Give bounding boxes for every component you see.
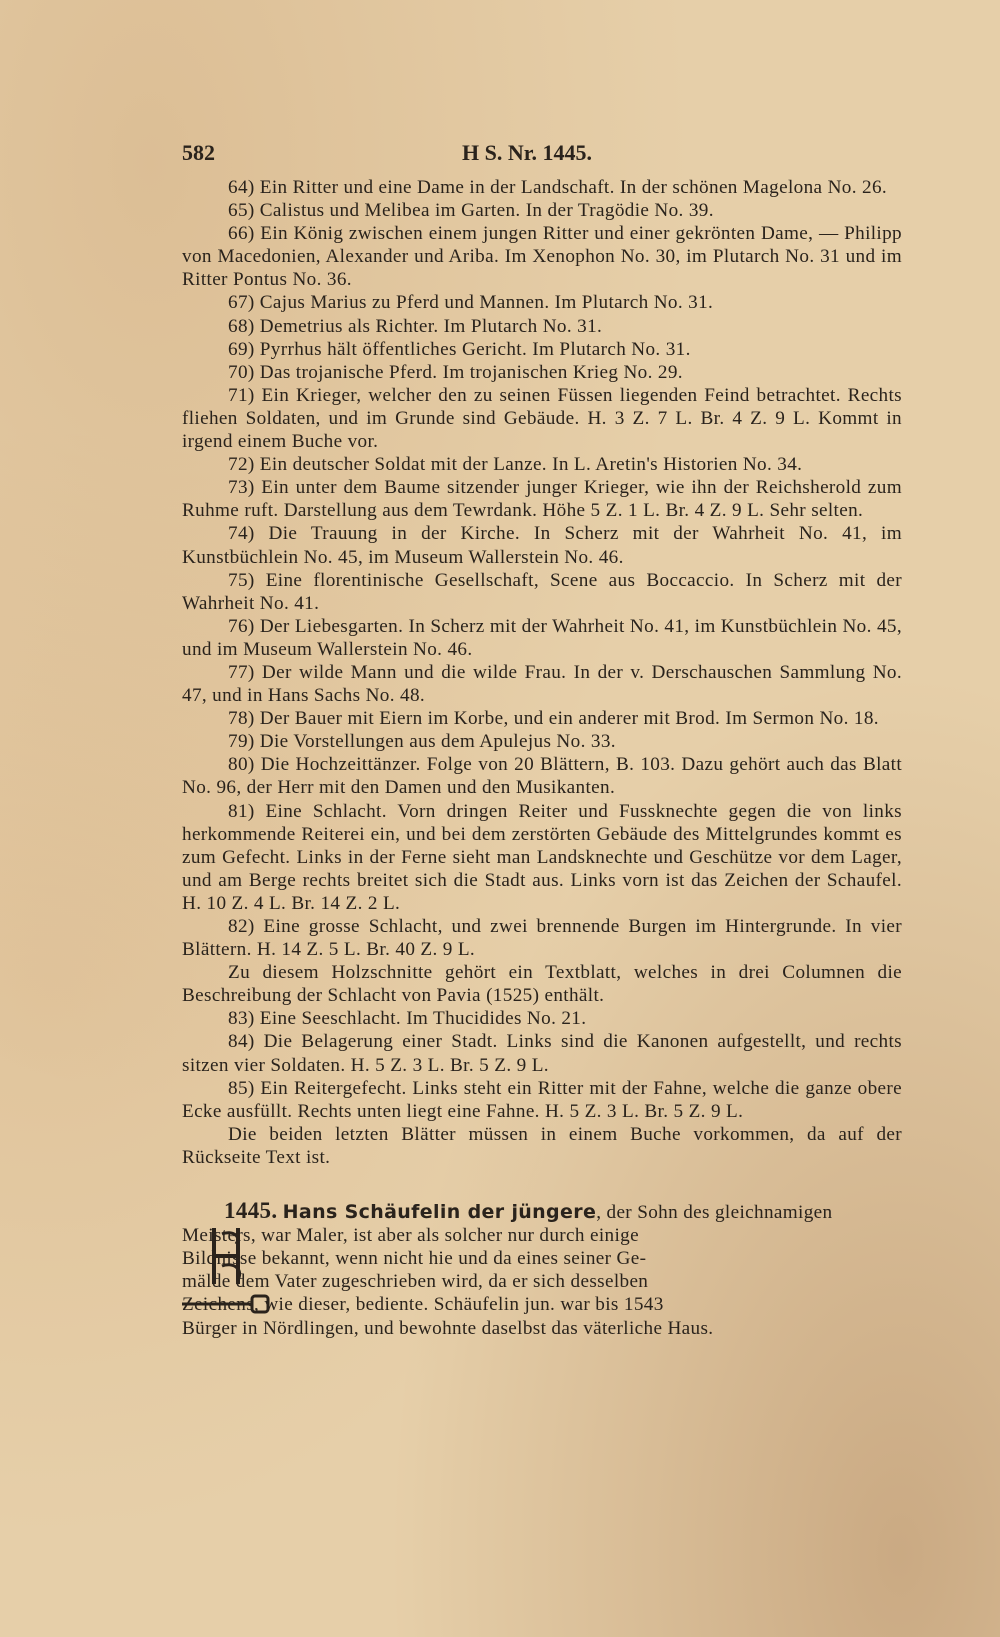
section-line-4: mälde dem Vater zugeschrieben wird, da er sich desselben (182, 1271, 649, 1293)
entry-76: 76) Der Liebesgarten. In Scherz mit der Wahrheit No. 41, im Kunstbüchlein No. 45, und im Museum Wallerstein No. 46. (182, 615, 902, 660)
section-line-5: Zeichens, wie dieser, bediente. Schäufelin jun. war bis 1543 (182, 1294, 664, 1316)
entry-82-note: Zu diesem Holzschnitte gehört ein Textblatt, welches in drei Columnen die Beschreibung der Schlacht von Pavia (1525) enthält. (182, 962, 902, 1007)
entry-80: 80) Die Hochzeittänzer. Folge von 20 Blättern, B. 103. Dazu gehört auch das Blatt No. 96, der Herr mit den Damen und den Musikanten. (182, 754, 902, 799)
entry-74: 74) Die Trauung in der Kirche. In Scherz mit der Wahrheit No. 41, im Kunstbüchlein No. 45, im Museum Wallerstein No. 46. (182, 523, 902, 568)
section-last-line: Bürger in Nördlingen, und bewohnte daselbst das väterliche Haus. (182, 1317, 714, 1339)
entry-83: 83) Eine Seeschlacht. Im Thucidides No. 21. (228, 1008, 587, 1030)
section-line-3: Bildnisse bekannt, wenn nicht hie und da eines seiner Ge- (182, 1248, 647, 1270)
entry-73: 73) Ein unter dem Baume sitzender junger Krieger, wie ihn der Reichsherold zum Ruhme ruft. Darstellung aus dem Tewrdank. Höhe 5 Z. 1 L. Br. 4 Z. 9 L. Sehr selten. (182, 477, 902, 522)
entry-81: 81) Eine Schlacht. Vorn dringen Reiter und Fussknechte gegen die von links herkommende Reiterei ein, und bei dem zerstörten Gebäude des Mittelgrundes kommt es zum Gefecht. Links in der Ferne sieht man Landsknechte und Geschütze vor dem Lager, und am Berge rechts breitet sich die Stadt aus. Links vorn ist das Zeichen der Schaufel. H. 10 Z. 4 L. Br. 14 Z. 2 L. (182, 800, 902, 914)
entries-closing-note: Die beiden letzten Blätter müssen in einem Buche vorkommen, da auf der Rückseite Text ist. (182, 1123, 902, 1168)
artist-name: Hans Schäufelin der jüngere (282, 1201, 597, 1224)
entry-64: 64) Ein Ritter und eine Dame in der Landschaft. In der schönen Magelona No. 26. (228, 177, 888, 198)
entry-84: 84) Die Belagerung einer Stadt. Links sind die Kanonen aufgestellt, und rechts sitzen vier Soldaten. H. 5 Z. 3 L. Br. 5 Z. 9 L. (182, 1031, 902, 1076)
entry-69: 69) Pyrrhus hält öffentliches Gericht. Im Plutarch No. 31. (228, 338, 691, 360)
entry-67: 67) Cajus Marius zu Pferd und Mannen. Im Plutarch No. 31. (228, 292, 714, 314)
heading-rest: , der Sohn des gleichnamigen (596, 1202, 833, 1224)
section-number: 1445. (224, 1198, 278, 1224)
section-heading-line (182, 1199, 902, 1224)
section-line-2: Meisters, war Maler, ist aber als solcher nur durch einige (182, 1225, 639, 1247)
entry-66: 66) Ein König zwischen einem jungen Ritter und einer gekrönten Dame, — Philipp von Macedonien, Alexander und Ariba. Im Xenophon No. 30, im Plutarch No. 31 und im Ritter Pontus No. 36. (182, 223, 902, 291)
catalog-entries (182, 176, 902, 1169)
entry-79: 79) Die Vorstellungen aus dem Apulejus No. 33. (228, 731, 616, 753)
page (182, 140, 902, 1340)
entry-71: 71) Ein Krieger, welcher den zu seinen Füssen liegenden Feind betrachtet. Rechts fliehen Soldaten, und im Grunde sind Gebäude. H. 3 Z. 7 L. Br. 4 Z. 9 L. Kommt in irgend einem Buche vor. (182, 384, 902, 453)
entry-75: 75) Eine florentinische Gesellschaft, Scene aus Boccaccio. In Scherz mit der Wahrheit No. 41. (182, 569, 902, 614)
entry-78: 78) Der Bauer mit Eiern im Korbe, und ein anderer mit Brod. Im Sermon No. 18. (228, 708, 879, 730)
entry-65: 65) Calistus und Melibea im Garten. In der Tragödie No. 39. (228, 200, 714, 222)
monogram-icon (208, 1222, 248, 1290)
entry-85: 85) Ein Reitergefecht. Links steht ein Ritter mit der Fahne, welche die ganze obere Ecke ausfüllt. Rechts unten liegt eine Fahne. H. 5 Z. 3 L. Br. 5 Z. 9 L. (182, 1077, 902, 1122)
entry-68: 68) Demetrius als Richter. Im Plutarch No. 31. (228, 315, 603, 337)
section-1445 (182, 1199, 902, 1340)
monogram-block (182, 1224, 902, 1316)
page-number: 582 (182, 140, 215, 165)
running-head: H S. Nr. 1445. (462, 140, 592, 165)
entry-72: 72) Ein deutscher Soldat mit der Lanze. In L. Aretin's Historien No. 34. (228, 454, 803, 476)
shovel-mark-icon (180, 1294, 272, 1314)
entry-82: 82) Eine grosse Schlacht, und zwei brennende Burgen im Hintergrunde. In vier Blättern. H. 14 Z. 5 L. Br. 40 Z. 9 L. (182, 916, 902, 961)
entry-77: 77) Der wilde Mann und die wilde Frau. In der v. Derschauschen Sammlung No. 47, und in Hans Sachs No. 48. (182, 661, 902, 707)
entry-70: 70) Das trojanische Pferd. Im trojanischen Krieg No. 29. (228, 361, 683, 383)
page-header (182, 140, 902, 166)
